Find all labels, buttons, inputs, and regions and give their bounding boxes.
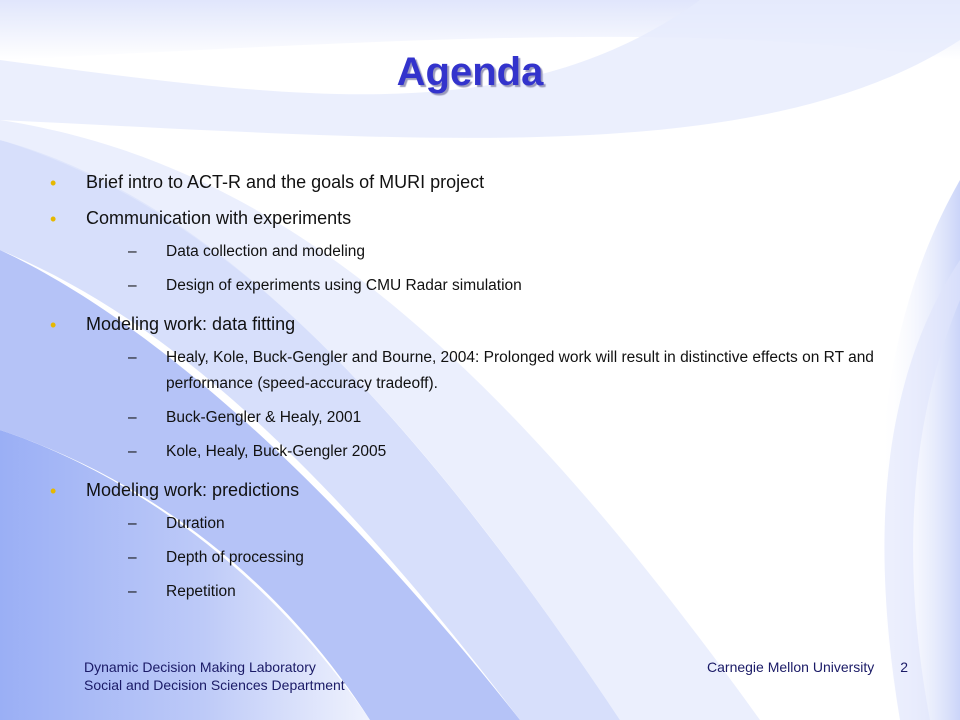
agenda-item xyxy=(48,313,928,465)
agenda-item xyxy=(48,171,928,193)
sub-item xyxy=(128,545,928,571)
dash-icon: – xyxy=(128,443,137,460)
bullet-icon: • xyxy=(50,209,57,229)
footer-left xyxy=(84,658,345,694)
sub-item-text: Buck-Gengler & Healy, 2001 xyxy=(166,409,362,426)
agenda-item-text: Modeling work: predictions xyxy=(86,480,300,500)
sub-item xyxy=(128,405,928,431)
footer-right xyxy=(707,658,908,676)
bullet-icon: • xyxy=(50,481,57,501)
dash-icon: – xyxy=(128,243,137,260)
sub-item xyxy=(128,239,928,265)
dash-icon: – xyxy=(128,583,137,600)
sub-item-text: Duration xyxy=(166,515,225,532)
sub-item xyxy=(128,273,928,299)
sub-item-text: Kole, Healy, Buck-Gengler 2005 xyxy=(166,443,387,460)
dash-icon: – xyxy=(128,549,137,566)
sub-item-text: Data collection and modeling xyxy=(166,243,366,260)
sub-list xyxy=(86,345,928,465)
sub-item-text: Repetition xyxy=(166,583,236,600)
sub-list xyxy=(86,511,928,605)
dash-icon: – xyxy=(128,409,137,426)
sub-list xyxy=(86,239,928,299)
agenda-item xyxy=(48,479,928,605)
sub-item xyxy=(128,345,928,397)
sub-item-text: Healy, Kole, Buck-Gengler and Bourne, 2004: Prolonged work will result in distinctive effects on RT and performance (speed-accuracy tradeoff). xyxy=(166,349,874,392)
sub-item xyxy=(128,511,928,537)
bullet-icon: • xyxy=(50,315,57,335)
footer-department: Social and Decision Sciences Department xyxy=(84,677,345,693)
agenda-item-text: Communication with experiments xyxy=(86,208,352,228)
sub-item xyxy=(128,579,928,605)
footer-university: Carnegie Mellon University xyxy=(707,659,875,675)
agenda-list xyxy=(48,165,928,605)
slide-title: Agenda xyxy=(396,50,544,94)
dash-icon: – xyxy=(128,349,137,366)
sub-item xyxy=(128,439,928,465)
dash-icon: – xyxy=(128,277,137,294)
bullet-icon: • xyxy=(50,173,57,193)
sub-item-text: Depth of processing xyxy=(166,549,304,566)
agenda-item-text: Brief intro to ACT-R and the goals of MURI project xyxy=(86,172,485,192)
dash-icon: – xyxy=(128,515,137,532)
page-number: 2 xyxy=(900,659,908,675)
sub-item-text: Design of experiments using CMU Radar simulation xyxy=(166,277,522,294)
footer-lab-name: Dynamic Decision Making Laboratory xyxy=(84,659,316,675)
agenda-item-text: Modeling work: data fitting xyxy=(86,314,296,334)
agenda-item xyxy=(48,207,928,299)
